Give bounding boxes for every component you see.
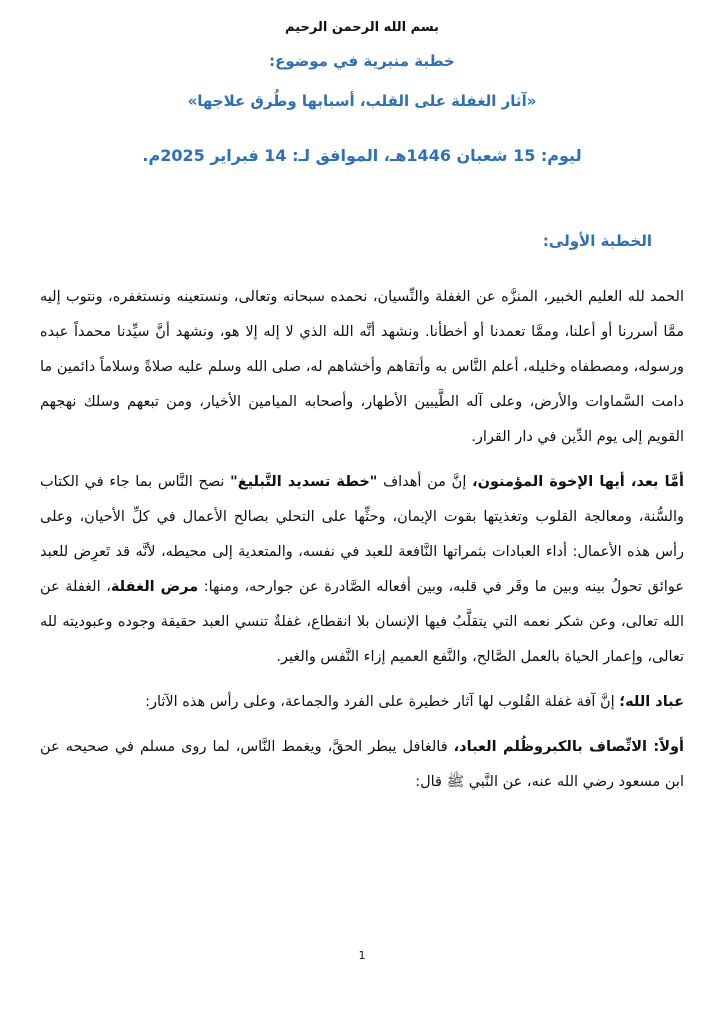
text-run: ، الغفلة عن الله تعالى، وعن شكر نعمه التي يتقلَّبُ فيها الإنسان بلا انقطاع، غفلةٌ تنسي العبد حقيقة وجوده وعبوديته لله تعالى، وإعمار الحياة بالعمل الصَّالح، والنَّفع العميم إزاء النَّفس والغير.: [40, 579, 684, 665]
text-run: إنَّ من أهداف: [377, 474, 473, 490]
bold-phrase: "خطة تسديد التَّبليغ": [230, 474, 378, 490]
paragraph-effects: [40, 685, 684, 720]
bold-phrase: مرض الغفلة: [110, 579, 199, 595]
bold-phrase: أمَّا بعد، أيها الإخوة المؤمنون،: [472, 474, 684, 490]
paragraph-intro: [40, 465, 684, 675]
body-text: [40, 280, 684, 810]
bold-phrase: أولاً: الاتِّصاف بالكبروظُلم العباد،: [453, 739, 685, 755]
text-run: إنَّ آفة غفلة القُلوب لها آثار خطيرة على الفرد والجماعة، وعلى رأس هذه الآثار:: [145, 694, 620, 710]
sermon-date: ليوم: 15 شعبان 1446هـ، الموافق لـ: 14 فبراير 2025م.: [142, 146, 582, 165]
sermon-title-line1: خطبة منبرية في موضوع:: [269, 52, 455, 70]
text-run: فالغافل يبطر الحقَّ، ويغمط النَّاس، لما روى مسلم في صحيحه عن ابن مسعود رضي الله عنه، عن النَّبي ﷺ قال:: [40, 739, 684, 790]
text-run: نصح النَّاس بما جاء في الكتاب والسُّنة، ومعالجة القلوب وتغذيتها بقوت الإيمان، وحثِّها على التحلي بصالح الأعمال في كلِّ الأحيان، وعلى رأس هذه الأعمال: أداء العبادات بثمراتها النَّافعة للعبد في نفسه، والمتعدية إلى محيطه، لأنَّه قد تَعرِض للعبد عوائق تحولُ بينه وبين ما وقَر في قلبه، وبين أفعاله الصَّادرة عن جوارحه، ومنها:: [40, 474, 684, 595]
paragraph-first-effect: [40, 730, 684, 800]
section-title: الخطبة الأولى:: [542, 232, 652, 250]
bold-phrase: عباد الله؛: [619, 694, 684, 710]
paragraph-opening: الحمد لله العليم الخبير، المنزَّه عن الغفلة والنِّسيان، نحمده سبحانه وتعالى، ونستعينه ونستغفره، ونتوب إليه ممَّا أسررنا أو أعلنا، وممَّا تعمدنا أو أخطأنا. ونشهد أنَّه الله الذي لا إله إلا هو، ونشهد أنَّ سيِّدنا محمداً عبده ورسوله، ومصطفاه وخليله، أعلم النَّاس به وأتقاهم وأخشاهم له، صلى الله وسلم عليه صلاةً وسلاماً دائمين ما دامت السَّماوات والأرض، وعلى آله الطَّيبين الأطهار، وأصحابه الميامين الأخيار، ومن تبعهم وسلك نهجهم القويم إلى يوم الدِّين في دار القرار.: [40, 289, 684, 445]
sermon-title-line2: «آثار الغفلة على القلب، أسبابها وطُرق علاجها»: [187, 92, 537, 110]
basmala: بسم الله الرحمن الرحيم: [285, 20, 439, 35]
page-number: 1: [358, 949, 366, 962]
